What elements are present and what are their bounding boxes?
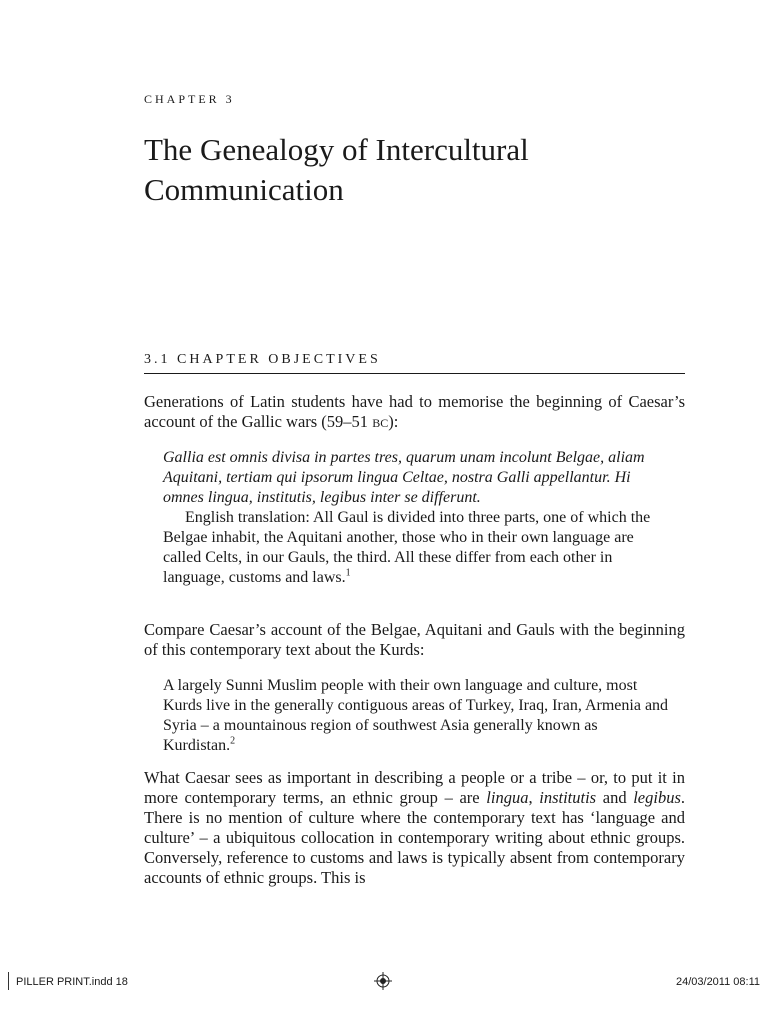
paragraph-caesar xyxy=(144,768,685,888)
paragraph-intro-text: Generations of Latin students have had to memorise the beginning of Caesar’s account of the Gallic wars (59–51 xyxy=(144,392,685,431)
latin-quote: Gallia est omnis divisa in partes tres, quarum unam incolunt Belgae, aliam Aquitani, tertiam qui ipsorum lingua Celtae, nostra Galli appellantur. Hi omnes lingua, institutis, legibus inter se differunt. xyxy=(163,449,645,506)
translation: English translation: All Gaul is divided into three parts, one of which the Belgae inhabit, the Aquitani another, those who in their own language are called Celts, in our Gauls, the third. All these differ from each other in language, customs and laws. xyxy=(163,509,651,586)
kurds-block-quote xyxy=(163,676,673,756)
paragraph-compare: Compare Caesar’s account of the Belgae, Aquitani and Gauls with the beginning of this contemporary text about the Kurds: xyxy=(144,620,685,659)
kurds-quote: A largely Sunni Muslim people with their own language and culture, most Kurds live in the generally contiguous areas of Turkey, Iraq, Iran, Armenia and Syria – a mountainous region of southwest Asia generally known as Kurdistan. xyxy=(163,677,669,754)
footer-file-name: PILLER PRINT.indd 18 xyxy=(16,976,128,988)
paragraph-intro-end: ): xyxy=(388,412,399,431)
term-institutis: institutis xyxy=(539,788,597,807)
latin-block-quote xyxy=(163,448,673,588)
era-abbrev: bc xyxy=(372,412,389,431)
chapter-label: CHAPTER 3 xyxy=(144,92,235,106)
chapter-title-line1: The Genealogy of Intercultural xyxy=(144,132,529,167)
paragraph-intro xyxy=(144,392,685,432)
print-footer xyxy=(0,972,768,994)
registration-mark-icon xyxy=(374,972,392,990)
footnote-1: 1 xyxy=(345,567,351,579)
crop-mark xyxy=(8,972,9,990)
section-heading: 3.1 CHAPTER OBJECTIVES xyxy=(144,352,685,374)
chapter-title-line2: Communication xyxy=(144,172,344,207)
footnote-2: 2 xyxy=(230,735,236,747)
term-legibus: legibus xyxy=(633,788,681,807)
chapter-title xyxy=(144,130,704,210)
comma: , xyxy=(528,788,540,807)
paragraph-caesar-b: . There is no mention of culture where the contemporary text has ‘language and culture’ – a ubiquitous collocation in contemporary writing about ethnic groups. Conversely, reference to customs and laws is typically absent from contemporary accounts of ethnic groups. This is xyxy=(144,788,686,887)
and-word: and xyxy=(596,788,634,807)
paragraph-caesar-a: What Caesar sees as important in describing a people or a tribe – or, to put it in more contemporary terms, an ethnic group – are xyxy=(144,768,685,807)
footer-timestamp: 24/03/2011 08:11 xyxy=(675,976,760,988)
term-lingua: lingua xyxy=(486,788,529,807)
translation-text xyxy=(163,508,673,588)
